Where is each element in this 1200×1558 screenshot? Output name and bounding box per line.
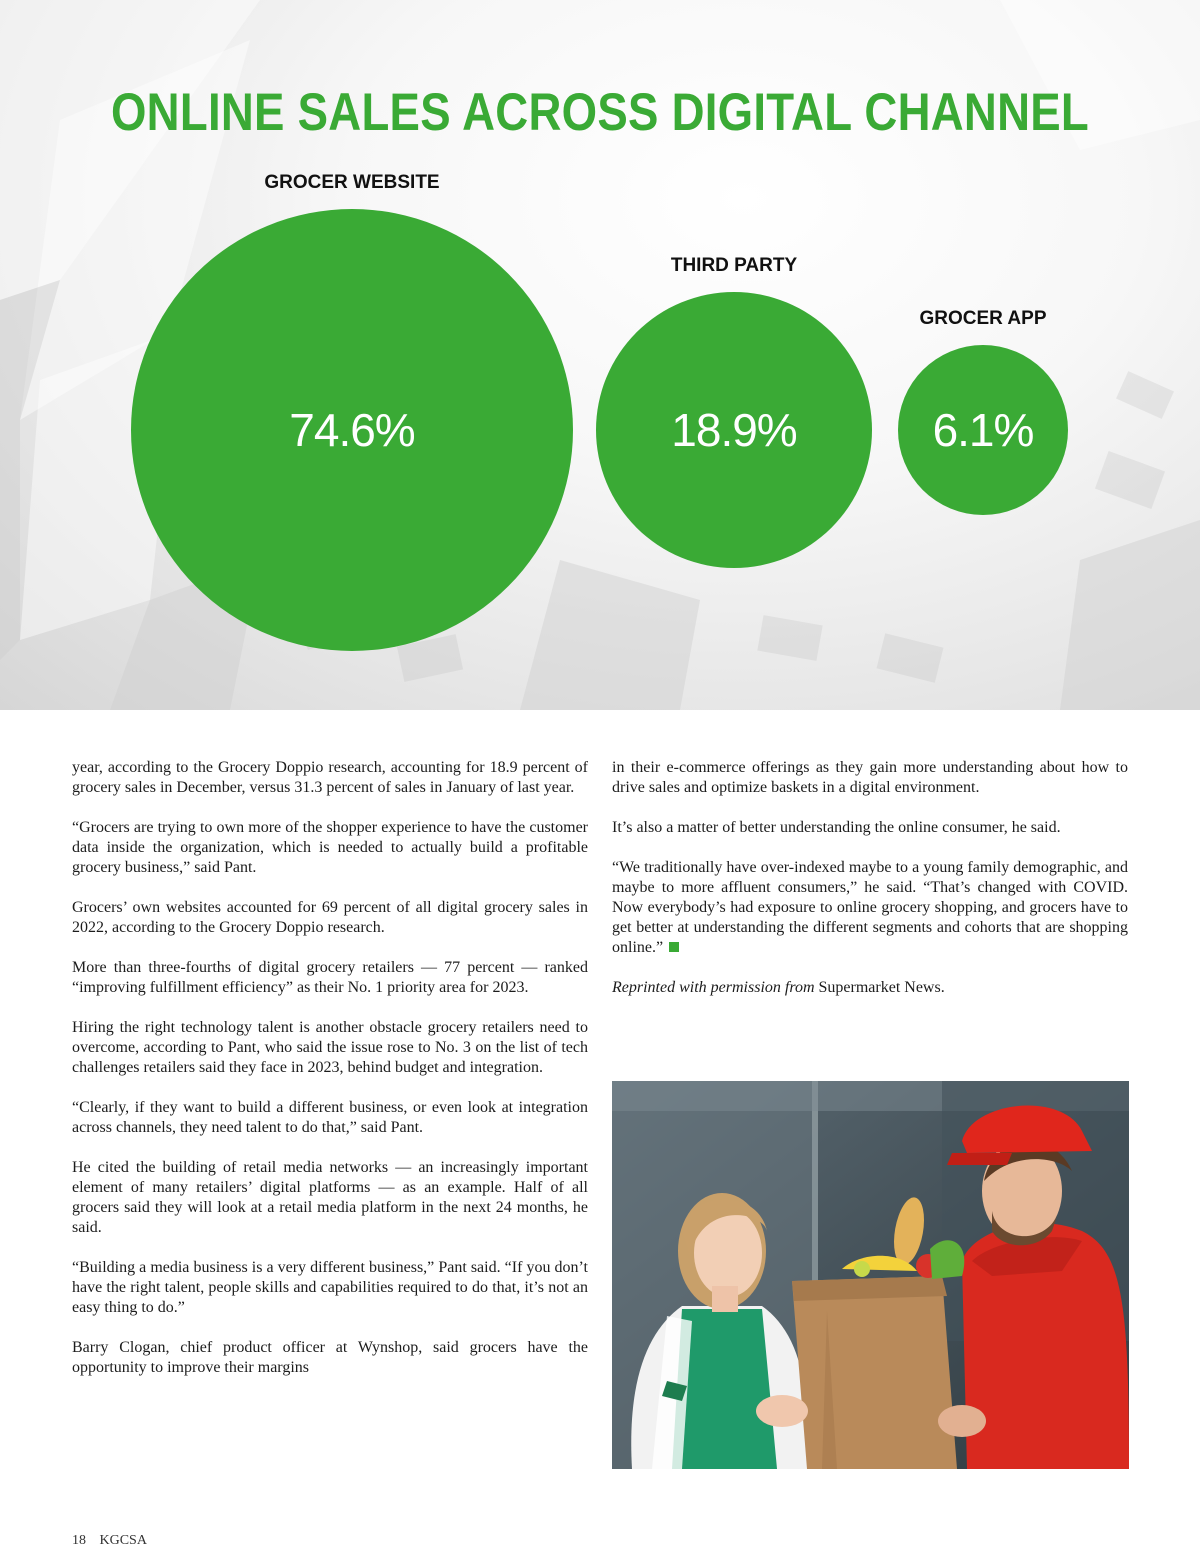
left-paragraph-6: “Clearly, if they want to build a different business, or even look at integration across channels, they need talent to do that,” said Pant. <box>72 1099 588 1136</box>
chart-title: ONLINE SALES ACROSS DIGITAL CHANNEL <box>110 83 1090 142</box>
bubble-label-3: GROCER APP <box>919 308 1047 329</box>
left-paragraph-9: Barry Clogan, chief product officer at Wynshop, said grocers have the opportunity to improve their margins <box>72 1339 588 1376</box>
left-paragraph-1: year, according to the Grocery Doppio research, accounting for 18.9 percent of grocery sales in December, versus 31.3 percent of sales in January of last year. <box>72 759 588 796</box>
left-paragraph-5: Hiring the right technology talent is another obstacle grocery retailers need to overcome, according to Pant, who said the issue rose to No. 3 on the list of tech challenges retailers said they face in 2023, behind budget and integration. <box>72 1019 588 1076</box>
delivery-photo <box>612 1081 1129 1469</box>
left-paragraph-2: “Grocers are trying to own more of the shopper experience to have the customer data inside the organization, which is needed to actually build a profitable grocery business,” said Pant. <box>72 819 588 876</box>
article-column-left <box>72 758 588 1378</box>
page-footer <box>72 1533 157 1549</box>
left-paragraph-7: He cited the building of retail media networks — an increasingly important element of many retailers’ digital platforms — as an example. Half of all grocers said they will look at a retail media platform in the next 24 months, he said. <box>72 1159 588 1236</box>
bubble-value-3: 6.1% <box>932 404 1034 456</box>
end-of-article-square <box>669 942 679 952</box>
right-paragraph-2: It’s also a matter of better understanding the online consumer, he said. <box>612 819 1061 836</box>
bubble-1 <box>131 209 573 651</box>
bubble-2 <box>596 292 872 568</box>
right-paragraph-1: in their e-commerce offerings as they gain more understanding about how to drive sales and optimize baskets in a digital environment. <box>612 759 1128 796</box>
article-column-right <box>612 758 1128 998</box>
infographic-panel <box>0 0 1200 710</box>
bubble-value-1: 74.6% <box>289 404 415 456</box>
reprint-credit <box>612 978 1128 998</box>
left-paragraph-8: “Building a media business is a very different business,” Pant said. “If you don’t have the right talent, people skills and capabilities required to do that, it’s not an easy thing to do.” <box>72 1259 588 1316</box>
left-paragraph-4: More than three-fourths of digital grocery retailers — 77 percent — ranked “improving fulfillment efficiency” as their No. 1 priority area for 2023. <box>72 959 588 996</box>
left-paragraph-3: Grocers’ own websites accounted for 69 percent of all digital grocery sales in 2022, according to the Grocery Doppio research. <box>72 899 588 936</box>
bubble-label-1: GROCER WEBSITE <box>264 172 440 193</box>
bubble-label-2: THIRD PARTY <box>670 255 798 276</box>
bubble-value-2: 18.9% <box>671 404 797 456</box>
right-paragraph-3: “We traditionally have over-indexed maybe to a young family demographic, and maybe to more affluent consumers,” he said. “That’s changed with COVID. Now everybody’s had exposure to online grocery shopping, and grocers have to get better at understanding the different segments and cohorts that are shopping online.” <box>612 859 1128 956</box>
credit-prefix: Reprinted with permission from <box>612 979 815 996</box>
bubble-3 <box>898 345 1068 515</box>
credit-source: Supermarket News. <box>818 979 945 996</box>
page-number: 18 <box>72 1533 86 1548</box>
publication-name: KGCSA <box>99 1533 147 1548</box>
